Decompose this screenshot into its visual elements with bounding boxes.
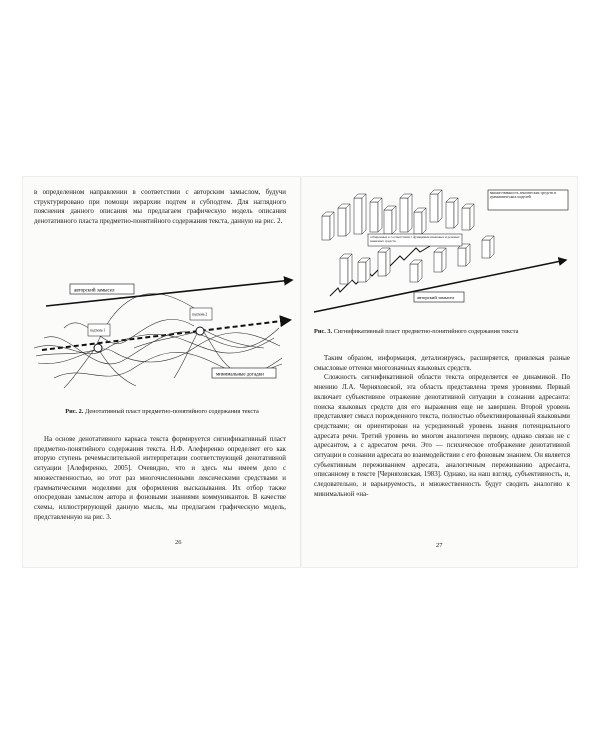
left-page bbox=[22, 176, 300, 568]
fig3-box-top-right: множественность лексических средств и грамматических моделей bbox=[490, 191, 556, 200]
page-number-right: 27 bbox=[436, 542, 443, 549]
fig2-label-bottom: минимальные догадки bbox=[216, 372, 264, 378]
right-paragraph-1: Таким образом, информация, детализируясь, расширяется, привлекая разные смысловые оттенки многозначных языковых средств. bbox=[314, 355, 570, 372]
subtopic-node-2 bbox=[196, 327, 204, 335]
figure-3-diagram bbox=[310, 188, 572, 316]
right-page bbox=[302, 176, 578, 568]
fig2-node-label-2: подтема 2 bbox=[192, 312, 208, 317]
figure-3-caption bbox=[314, 328, 568, 336]
left-body-paragraph: На основе денотативного каркаса текста формируется сигнификативный пласт предметно-понятийного содержания текста. Н.Ф. Алефиренко определяет его как вторую ступень речемыслительной интерпретации соответствующей денотативной ситуации [Алефиренко, 2005]. Очевидно, что и здесь мы имеем дело с множественностью, но этот раз многочисленными лексическими средствами и грамматическими моделями для оформления высказывания. Их отбор также опосредован замыслом автора и фоновыми знаниями коммуникантов. В качестве схемы, иллюстрирующей данную мысль, мы предлагаем графическую модель, представленную на рис. 3. bbox=[34, 436, 286, 521]
fig2-node-label-1: подтема 1 bbox=[90, 328, 106, 333]
page-number-left: 26 bbox=[175, 539, 182, 546]
right-body-text bbox=[314, 354, 570, 500]
fig3-box-middle: отбираемые в соответствии с функциями языковых и речевых языковых средств bbox=[370, 235, 460, 243]
figure-2-caption bbox=[62, 408, 262, 416]
fig3-label-bottom: авторский замысел bbox=[417, 295, 455, 300]
left-top-paragraph: в определенном направлении в соответствии с авторским замыслом, будучи структурировано при помощи иерархии подтем и субподтем. Для наглядного пояснения данного описания мы предлагаем графическую модель описания денотативного пласта предметно-понятийного содержания текста, данную на рис. 2. bbox=[34, 189, 286, 226]
book-gutter bbox=[300, 176, 302, 568]
figure-2-caption-text: Денотативный пласт предметно-понятийного содержания текста bbox=[83, 408, 259, 415]
figure-3-caption-number: Рис. 3. bbox=[314, 328, 333, 335]
right-paragraph-2: Сложность сигнификативной области текста определяется ее динамикой. По мнению Л.А. Черняховской, эта область представлена тремя уровнями. Первый включает субъективное отражение денотативной ситуации в сознании адресанта: поиска языковых средств для его выражения еще не завершен. Второй уровень представляет смысл порожденного текста, полностью объективированный языковыми средствами; он ориентирован на усредненный уровень знания потенциального адресата речи. Третий уровень во многом аналогичен первому, однако связан не с адресантом, а с адресатом речи. Это — психическое отображение денотативной ситуации в сознании адресата во взаимодействии с его фоновым знанием. Он является субъективным переживанием адресата, аналогичным переживанию адресанта, описанному в тексте [Черняховская, 1983]. Однако, на наш взгляд, субъективность, и, следовательно, и варьируемость, и множественность будут сводить аналогию к минимальной «на- bbox=[314, 374, 570, 498]
figure-2-caption-number: Рис. 2. bbox=[65, 408, 84, 415]
fig2-label-top: авторский замысел bbox=[74, 288, 115, 294]
figure-3-caption-text: Сигнификативный пласт предметно-понятийного содержания текста bbox=[332, 328, 519, 335]
left-body-text bbox=[34, 435, 286, 522]
subtopic-node-1 bbox=[94, 344, 102, 352]
figure-2-diagram bbox=[24, 268, 296, 396]
